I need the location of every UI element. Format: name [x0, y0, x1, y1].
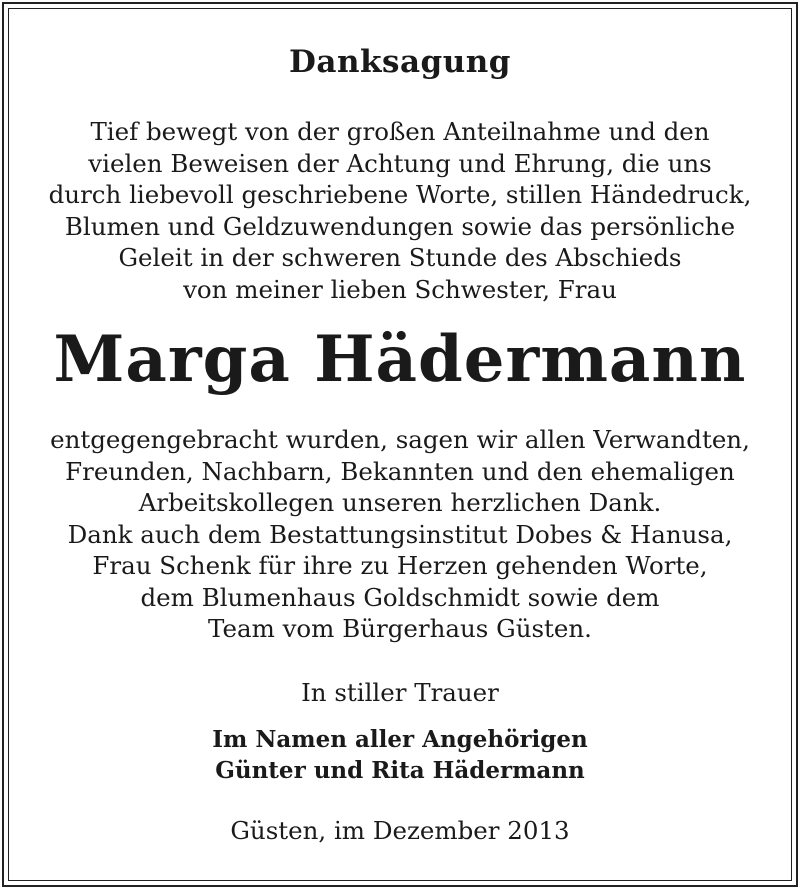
mourning-phrase: In stiller Trauer	[301, 678, 499, 707]
signer-line: Im Namen aller Angehörigen	[212, 726, 588, 753]
signer-line: Günter und Rita Hädermann	[215, 757, 585, 784]
thanks-paragraph	[20, 424, 780, 645]
place-date: Güsten, im Dezember 2013	[230, 816, 570, 845]
thanks-line: Frau Schenk für ihre zu Herzen gehenden Worte,	[92, 551, 708, 580]
thanks-line: Team vom Bürgerhaus Güsten.	[208, 614, 592, 643]
intro-line: Blumen und Geldzuwendungen sowie das persönliche	[64, 211, 736, 241]
thanks-line: Dank auch dem Bestattungsinstitut Dobes & Hanusa,	[67, 519, 733, 549]
signers-block	[20, 724, 780, 786]
thanks-line: Arbeitskollegen unseren herzlichen Dank.	[138, 488, 662, 517]
thanks-line: Freunden, Nachbarn, Bekannten und den ehemaligen	[65, 456, 735, 486]
thanks-line: entgegengebracht wurden, sagen wir allen Verwandten,	[50, 425, 750, 454]
intro-line: Tief bewegt von der großen Anteilnahme und den	[90, 117, 710, 146]
intro-line: vielen Beweisen der Achtung und Ehrung, die uns	[88, 148, 712, 178]
thanks-line: dem Blumenhaus Goldschmidt sowie dem	[140, 582, 660, 612]
notice-heading: Danksagung	[289, 44, 511, 80]
intro-line: von meiner lieben Schwester, Frau	[183, 274, 617, 304]
intro-line: Geleit in der schweren Stunde des Abschieds	[118, 243, 682, 272]
deceased-name: Marga Hädermann	[53, 322, 747, 397]
intro-paragraph	[20, 116, 780, 305]
intro-line: durch liebevoll geschriebene Worte, stillen Händedruck,	[48, 180, 752, 209]
